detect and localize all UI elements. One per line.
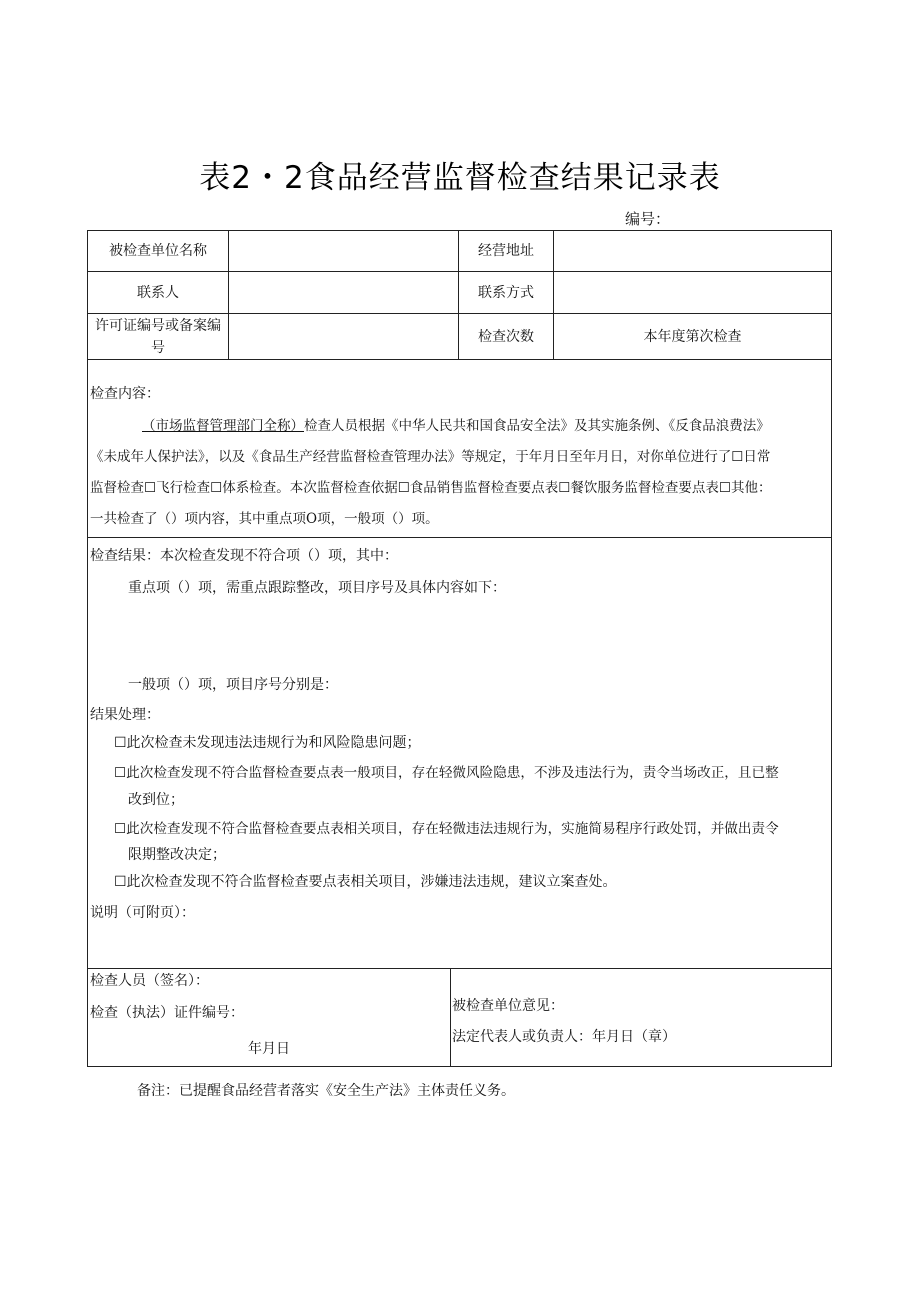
contact-info-label: 联系方式 [478, 284, 534, 301]
inspection-record-form [87, 230, 832, 1067]
serial-number-label: 编号： [625, 210, 671, 228]
contact-person-label: 联系人 [137, 284, 179, 301]
section-divider [88, 537, 831, 538]
business-address-label: 经营地址 [478, 243, 534, 259]
remarks-label: 说明（可附页）： [90, 905, 195, 921]
handling-option-2[interactable]: ☐此次检查发现不符合监督检查要点表一般项目，存在轻微风险隐患，不涉及违法行为，责令当场改正，且已整 [114, 765, 779, 781]
document-title: 表2・2食品经营监督检查结果记录表 [199, 160, 721, 196]
inspection-count-value: 本年度第次检查 [643, 328, 742, 345]
content-line-3: 监督检查☐飞行检查☐体系检查。本次监督检查依据☐食品销售监督检查要点表☐餐饮服务监督检查要点表☐其他： [90, 480, 772, 496]
key-items-text: 重点项（）项，需重点跟踪整改，项目序号及具体内容如下： [128, 580, 506, 596]
inspection-count-label: 检查次数 [478, 328, 534, 345]
handling-option-1[interactable]: ☐此次检查未发现违法违规行为和风险隐患问题； [114, 735, 421, 751]
result-heading: 检查结果：本次检查发现不符合项（）项，其中： [90, 548, 398, 564]
inspector-signature-label: 检查人员（签名）： [90, 973, 209, 989]
certificate-number-label: 检查（执法）证件编号： [90, 1005, 244, 1021]
general-items-text: 一般项（）项，项目序号分别是： [128, 677, 338, 693]
license-number-value[interactable] [229, 314, 458, 359]
footnote: 备注：已提醒食品经营者落实《安全生产法》主体责任义务。 [137, 1083, 515, 1099]
handling-option-3[interactable]: ☐此次检查发现不符合监督检查要点表相关项目，存在轻微违法违规行为，实施简易程序行政处罚，并做出责令 [114, 821, 779, 837]
handling-option-4[interactable]: ☐此次检查发现不符合监督检查要点表相关项目，涉嫌违法违规，建议立案查处。 [114, 874, 617, 890]
handling-heading: 结果处理： [90, 707, 160, 723]
unit-name-value[interactable] [229, 231, 458, 271]
legal-representative-label: 法定代表人或负责人：年月日（章） [452, 1029, 676, 1045]
unit-opinion-label: 被检查单位意见： [452, 998, 564, 1014]
row-divider [88, 359, 831, 360]
contact-info-value[interactable] [554, 272, 831, 313]
content-heading: 检查内容： [90, 386, 160, 402]
content-line-2: 《未成年人保护法》，以及《食品生产经营监督检查管理办法》等规定，于年月日至年月日，对你单位进行了☐日常 [90, 449, 771, 465]
section-divider [88, 968, 831, 969]
handling-option-3-cont: 限期整改决定； [128, 847, 226, 863]
contact-person-value[interactable] [229, 272, 458, 313]
inspector-date: 年月日 [248, 1041, 290, 1057]
business-address-value[interactable] [554, 231, 831, 271]
column-divider [450, 968, 451, 1066]
agency-name: （市场监督管理部门全称） [142, 418, 304, 434]
handling-option-2-cont: 改到位； [128, 792, 184, 808]
license-number-label: 许可证编号或备案编号 [95, 317, 221, 356]
content-line-4: 一共检查了（）项内容，其中重点项O项，一般项（）项。 [90, 511, 439, 527]
content-paragraph [90, 411, 831, 535]
unit-name-label: 被检查单位名称 [109, 243, 207, 259]
content-line-1: 检查人员根据《中华人民共和国食品安全法》及其实施条例、《反食品浪费法》 [304, 418, 770, 434]
